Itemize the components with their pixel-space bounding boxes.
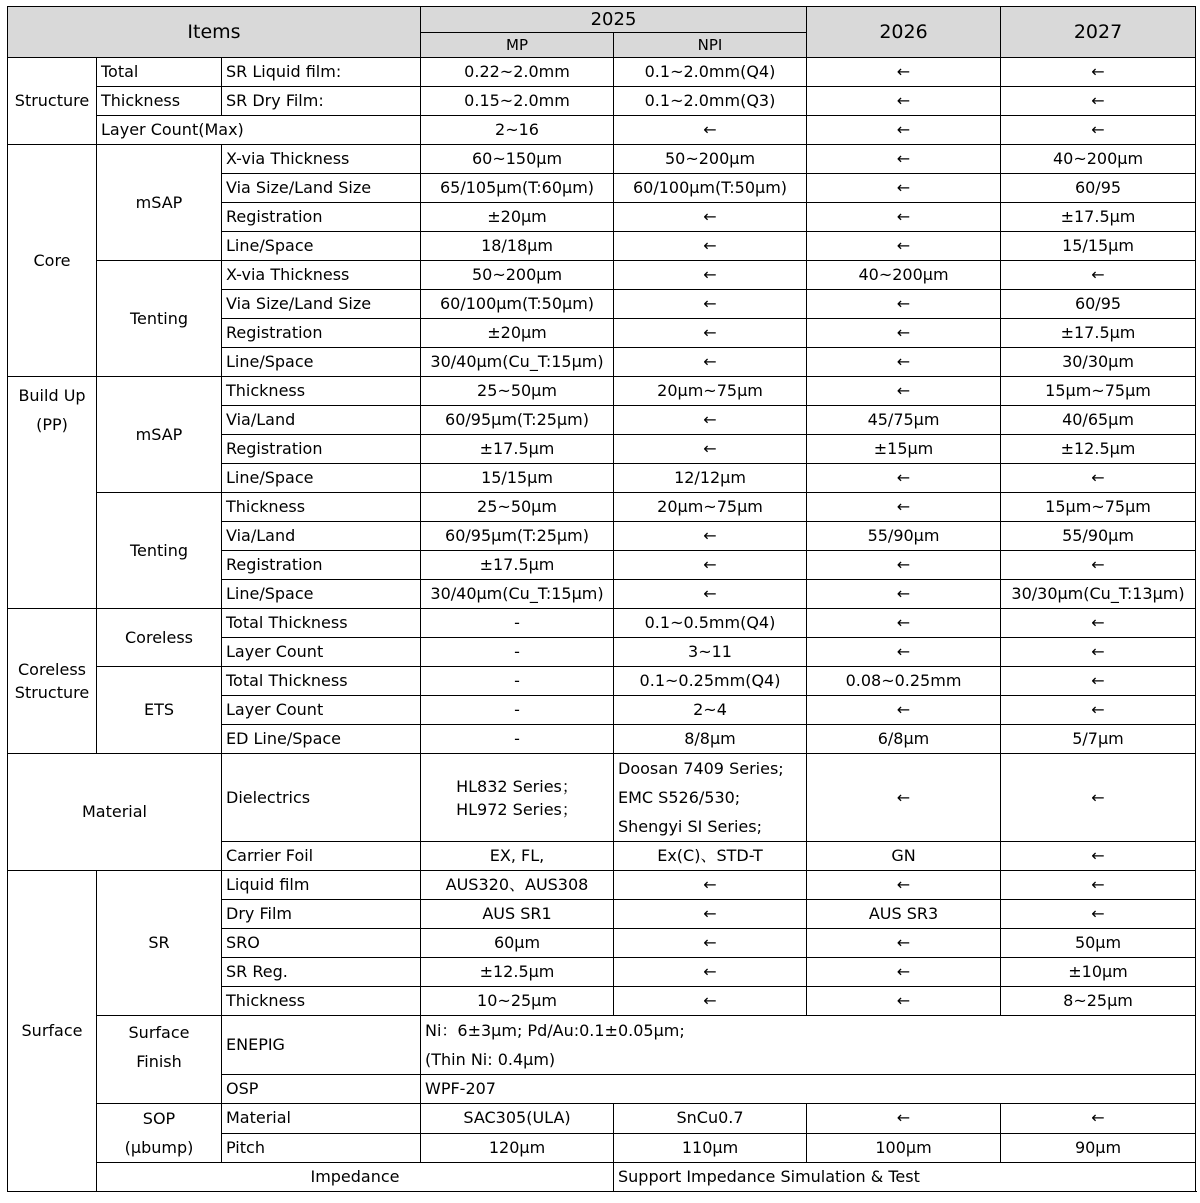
- item-label: SR Liquid film:: [222, 58, 421, 87]
- value-mp: 2~16: [421, 116, 614, 145]
- value-2027: 40/65μm: [1001, 406, 1196, 435]
- value-npi: ←: [614, 348, 807, 377]
- dielectric-npi-line: EMC S526/530;: [618, 788, 741, 807]
- value-mp: AUS320、AUS308: [421, 871, 614, 900]
- value-mp: ±12.5μm: [421, 958, 614, 987]
- value-mp: 60/95μm(T:25μm): [421, 522, 614, 551]
- value-2026: ←: [807, 116, 1001, 145]
- value-2027: 8~25μm: [1001, 987, 1196, 1016]
- table-row: [8, 1163, 1196, 1192]
- value-npi: ←: [614, 900, 807, 929]
- value-2026: ←: [807, 348, 1001, 377]
- table-row: [8, 87, 1196, 116]
- item-label: Thickness: [222, 377, 421, 406]
- value-mp: 60~150μm: [421, 145, 614, 174]
- item-label: Material: [222, 1104, 421, 1134]
- item-label: Registration: [222, 551, 421, 580]
- subgroup-buildup-tenting: Tenting: [97, 493, 222, 609]
- value-2026: ←: [807, 377, 1001, 406]
- header-items: Items: [8, 7, 421, 58]
- item-label: Line/Space: [222, 232, 421, 261]
- value-2026: ←: [807, 290, 1001, 319]
- group-impedance: Impedance: [97, 1163, 614, 1192]
- value-mp: [421, 754, 614, 842]
- value-2026: AUS SR3: [807, 900, 1001, 929]
- item-label: Via/Land: [222, 406, 421, 435]
- table-row: [8, 871, 1196, 900]
- item-label: Registration: [222, 435, 421, 464]
- item-label: Via Size/Land Size: [222, 174, 421, 203]
- value-mp: 25~50μm: [421, 377, 614, 406]
- value-npi: 60/100μm(T:50μm): [614, 174, 807, 203]
- group-buildup-line2: (PP): [36, 415, 68, 434]
- table-row: [8, 261, 1196, 290]
- value-2027: 5/7μm: [1001, 725, 1196, 754]
- value-2027: ←: [1001, 464, 1196, 493]
- value-npi: 20μm~75μm: [614, 493, 807, 522]
- value-mp: ±20μm: [421, 203, 614, 232]
- value-npi: [614, 754, 807, 842]
- value-mp: 0.15~2.0mm: [421, 87, 614, 116]
- value-mp: 0.22~2.0mm: [421, 58, 614, 87]
- value-npi: 0.1~0.5mm(Q4): [614, 609, 807, 638]
- header-2027: 2027: [1001, 7, 1196, 58]
- value-2027: 15μm~75μm: [1001, 493, 1196, 522]
- value-2027: ←: [1001, 609, 1196, 638]
- value-npi: 2~4: [614, 696, 807, 725]
- value-2027: ←: [1001, 696, 1196, 725]
- group-structure: Structure: [8, 58, 97, 145]
- group-core: Core: [8, 145, 97, 377]
- value-2026: ←: [807, 609, 1001, 638]
- value-mp: SAC305(ULA): [421, 1104, 614, 1134]
- table-row: [8, 667, 1196, 696]
- value-2026: ←: [807, 551, 1001, 580]
- item-label: Liquid film: [222, 871, 421, 900]
- value-mp: -: [421, 725, 614, 754]
- header-row-years: [8, 7, 1196, 33]
- item-label: Dry Film: [222, 900, 421, 929]
- item-label: ENEPIG: [222, 1016, 421, 1075]
- value-2027: ←: [1001, 261, 1196, 290]
- subgroup-thickness: Thickness: [97, 87, 222, 116]
- item-label: Registration: [222, 203, 421, 232]
- value-mp: 15/15μm: [421, 464, 614, 493]
- item-label: Carrier Foil: [222, 842, 421, 871]
- value-2026: ←: [807, 638, 1001, 667]
- value-2026: ←: [807, 174, 1001, 203]
- subgroup-sop: [97, 1104, 222, 1163]
- value-2026: 100μm: [807, 1133, 1001, 1163]
- value-2026: ←: [807, 754, 1001, 842]
- item-label: Line/Space: [222, 348, 421, 377]
- value-2027: ←: [1001, 116, 1196, 145]
- sop-line2: (μbump): [124, 1138, 194, 1157]
- item-label: OSP: [222, 1075, 421, 1104]
- table-row: [8, 1104, 1196, 1134]
- value-npi: ←: [614, 203, 807, 232]
- value-mp: -: [421, 609, 614, 638]
- item-label: Line/Space: [222, 464, 421, 493]
- value-mp: 50~200μm: [421, 261, 614, 290]
- dielectric-mp-line: HL972 Series；: [456, 799, 578, 819]
- table-row: [8, 754, 1196, 842]
- value-impedance: Support Impedance Simulation & Test: [614, 1163, 1196, 1192]
- dielectric-npi-line: Shengyi SI Series;: [618, 817, 762, 836]
- value-2026: ←: [807, 493, 1001, 522]
- group-coreless: [8, 609, 97, 754]
- value-npi: 0.1~0.25mm(Q4): [614, 667, 807, 696]
- value-npi: 3~11: [614, 638, 807, 667]
- value-npi: ←: [614, 435, 807, 464]
- technology-roadmap-table: [7, 6, 1196, 1192]
- subgroup-total: Total: [97, 58, 222, 87]
- subgroup-core-msap: mSAP: [97, 145, 222, 261]
- subgroup-sr: SR: [97, 871, 222, 1016]
- subgroup-surface-finish: [97, 1016, 222, 1104]
- value-npi: ←: [614, 987, 807, 1016]
- item-label: Layer Count(Max): [97, 116, 421, 145]
- value-mp: 18/18μm: [421, 232, 614, 261]
- value-2026: ←: [807, 696, 1001, 725]
- value-2027: 90μm: [1001, 1133, 1196, 1163]
- value-npi: ←: [614, 261, 807, 290]
- value-2026: 45/75μm: [807, 406, 1001, 435]
- value-2026: ←: [807, 58, 1001, 87]
- value-2026: ←: [807, 232, 1001, 261]
- sop-line1: SOP: [142, 1109, 176, 1128]
- value-mp: 30/40μm(Cu_T:15μm): [421, 348, 614, 377]
- value-npi: ←: [614, 319, 807, 348]
- value-2026: ←: [807, 203, 1001, 232]
- value-2026: 55/90μm: [807, 522, 1001, 551]
- table-row: [8, 145, 1196, 174]
- item-label: Thickness: [222, 987, 421, 1016]
- table-row: [8, 116, 1196, 145]
- value-2027: ±10μm: [1001, 958, 1196, 987]
- value-2027: 40~200μm: [1001, 145, 1196, 174]
- value-2027: ±12.5μm: [1001, 435, 1196, 464]
- value-2027: ←: [1001, 551, 1196, 580]
- value-npi: SnCu0.7: [614, 1104, 807, 1134]
- subgroup-buildup-msap: mSAP: [97, 377, 222, 493]
- value-mp: 60μm: [421, 929, 614, 958]
- value-mp: 30/40μm(Cu_T:15μm): [421, 580, 614, 609]
- value-2026: ←: [807, 580, 1001, 609]
- value-mp: AUS SR1: [421, 900, 614, 929]
- item-label: Line/Space: [222, 580, 421, 609]
- value-npi: ←: [614, 929, 807, 958]
- item-label: Total Thickness: [222, 667, 421, 696]
- value-2026: ←: [807, 319, 1001, 348]
- item-label: Registration: [222, 319, 421, 348]
- value-2027: 60/95: [1001, 290, 1196, 319]
- value-mp: ±20μm: [421, 319, 614, 348]
- value-npi: 20μm~75μm: [614, 377, 807, 406]
- value-2027: ←: [1001, 638, 1196, 667]
- value-npi: ←: [614, 580, 807, 609]
- header-mp: MP: [421, 33, 614, 58]
- value-mp: ±17.5μm: [421, 435, 614, 464]
- value-2027: ←: [1001, 842, 1196, 871]
- value-npi: 50~200μm: [614, 145, 807, 174]
- value-2026: 6/8μm: [807, 725, 1001, 754]
- value-2026: ←: [807, 87, 1001, 116]
- group-buildup: [8, 377, 97, 609]
- table-row: [8, 58, 1196, 87]
- surface-finish-line2: Finish: [136, 1052, 182, 1071]
- subgroup-coreless: Coreless: [97, 609, 222, 667]
- value-mp: 60/100μm(T:50μm): [421, 290, 614, 319]
- value-npi: 12/12μm: [614, 464, 807, 493]
- item-label: SRO: [222, 929, 421, 958]
- value-mp: EX, FL,: [421, 842, 614, 871]
- value-2026: ←: [807, 958, 1001, 987]
- dielectric-mp-line: HL832 Series；: [456, 776, 578, 796]
- value-2027: ←: [1001, 87, 1196, 116]
- value-2027: ←: [1001, 754, 1196, 842]
- value-npi: 0.1~2.0mm(Q3): [614, 87, 807, 116]
- value-mp: -: [421, 696, 614, 725]
- dielectric-npi-line: Doosan 7409 Series;: [618, 759, 784, 778]
- group-coreless-line2: Structure: [14, 683, 90, 702]
- value-2027: ←: [1001, 871, 1196, 900]
- value-npi: 110μm: [614, 1133, 807, 1163]
- enepig-line: (Thin Ni: 0.4μm): [425, 1050, 556, 1069]
- value-npi: ←: [614, 406, 807, 435]
- table-row: [8, 1016, 1196, 1075]
- value-npi: ←: [614, 290, 807, 319]
- value-osp: WPF-207: [421, 1075, 1196, 1104]
- group-material: Material: [8, 754, 222, 871]
- value-2026: ←: [807, 929, 1001, 958]
- table-row: [8, 493, 1196, 522]
- value-npi: 8/8μm: [614, 725, 807, 754]
- value-2026: ←: [807, 145, 1001, 174]
- value-2027: 15μm~75μm: [1001, 377, 1196, 406]
- item-label: Dielectrics: [222, 754, 421, 842]
- value-2026: 40~200μm: [807, 261, 1001, 290]
- value-2027: 55/90μm: [1001, 522, 1196, 551]
- value-mp: ±17.5μm: [421, 551, 614, 580]
- value-mp: 10~25μm: [421, 987, 614, 1016]
- group-surface: Surface: [8, 871, 97, 1192]
- value-mp: 60/95μm(T:25μm): [421, 406, 614, 435]
- value-npi: ←: [614, 871, 807, 900]
- enepig-line: Ni：6±3μm; Pd/Au:0.1±0.05μm;: [425, 1021, 685, 1040]
- value-2026: ←: [807, 464, 1001, 493]
- group-coreless-line1: Coreless: [18, 660, 86, 679]
- value-2027: ←: [1001, 1104, 1196, 1134]
- value-mp: 25~50μm: [421, 493, 614, 522]
- item-label: Via Size/Land Size: [222, 290, 421, 319]
- value-mp: 65/105μm(T:60μm): [421, 174, 614, 203]
- subgroup-core-tenting: Tenting: [97, 261, 222, 377]
- item-label: Layer Count: [222, 638, 421, 667]
- value-mp: 120μm: [421, 1133, 614, 1163]
- value-2027: ±17.5μm: [1001, 203, 1196, 232]
- item-label: Thickness: [222, 493, 421, 522]
- item-label: Pitch: [222, 1133, 421, 1163]
- item-label: Total Thickness: [222, 609, 421, 638]
- value-2027: 15/15μm: [1001, 232, 1196, 261]
- value-mp: -: [421, 667, 614, 696]
- header-2026: 2026: [807, 7, 1001, 58]
- header-npi: NPI: [614, 33, 807, 58]
- value-2027: ←: [1001, 900, 1196, 929]
- value-2026: ←: [807, 987, 1001, 1016]
- value-enepig: [421, 1016, 1196, 1075]
- item-label: X-via Thickness: [222, 145, 421, 174]
- item-label: SR Reg.: [222, 958, 421, 987]
- value-npi: Ex(C)、STD-T: [614, 842, 807, 871]
- value-2027: 30/30μm(Cu_T:13μm): [1001, 580, 1196, 609]
- item-label: SR Dry Film:: [222, 87, 421, 116]
- table-row: [8, 609, 1196, 638]
- value-2027: 50μm: [1001, 929, 1196, 958]
- value-npi: ←: [614, 551, 807, 580]
- value-2027: 30/30μm: [1001, 348, 1196, 377]
- header-2025: 2025: [421, 7, 807, 33]
- value-2027: ←: [1001, 667, 1196, 696]
- subgroup-ets: ETS: [97, 667, 222, 754]
- value-2026: 0.08~0.25mm: [807, 667, 1001, 696]
- value-2026: GN: [807, 842, 1001, 871]
- value-2027: ±17.5μm: [1001, 319, 1196, 348]
- value-npi: ←: [614, 522, 807, 551]
- item-label: Via/Land: [222, 522, 421, 551]
- surface-finish-line1: Surface: [128, 1023, 190, 1042]
- value-2026: ←: [807, 1104, 1001, 1134]
- value-npi: ←: [614, 116, 807, 145]
- group-buildup-line1: Build Up: [18, 386, 86, 405]
- value-npi: ←: [614, 232, 807, 261]
- value-2026: ←: [807, 871, 1001, 900]
- value-npi: 0.1~2.0mm(Q4): [614, 58, 807, 87]
- item-label: ED Line/Space: [222, 725, 421, 754]
- value-npi: ←: [614, 958, 807, 987]
- value-2026: ±15μm: [807, 435, 1001, 464]
- value-2027: ←: [1001, 58, 1196, 87]
- item-label: Layer Count: [222, 696, 421, 725]
- value-mp: -: [421, 638, 614, 667]
- table-row: [8, 377, 1196, 406]
- item-label: X-via Thickness: [222, 261, 421, 290]
- value-2027: 60/95: [1001, 174, 1196, 203]
